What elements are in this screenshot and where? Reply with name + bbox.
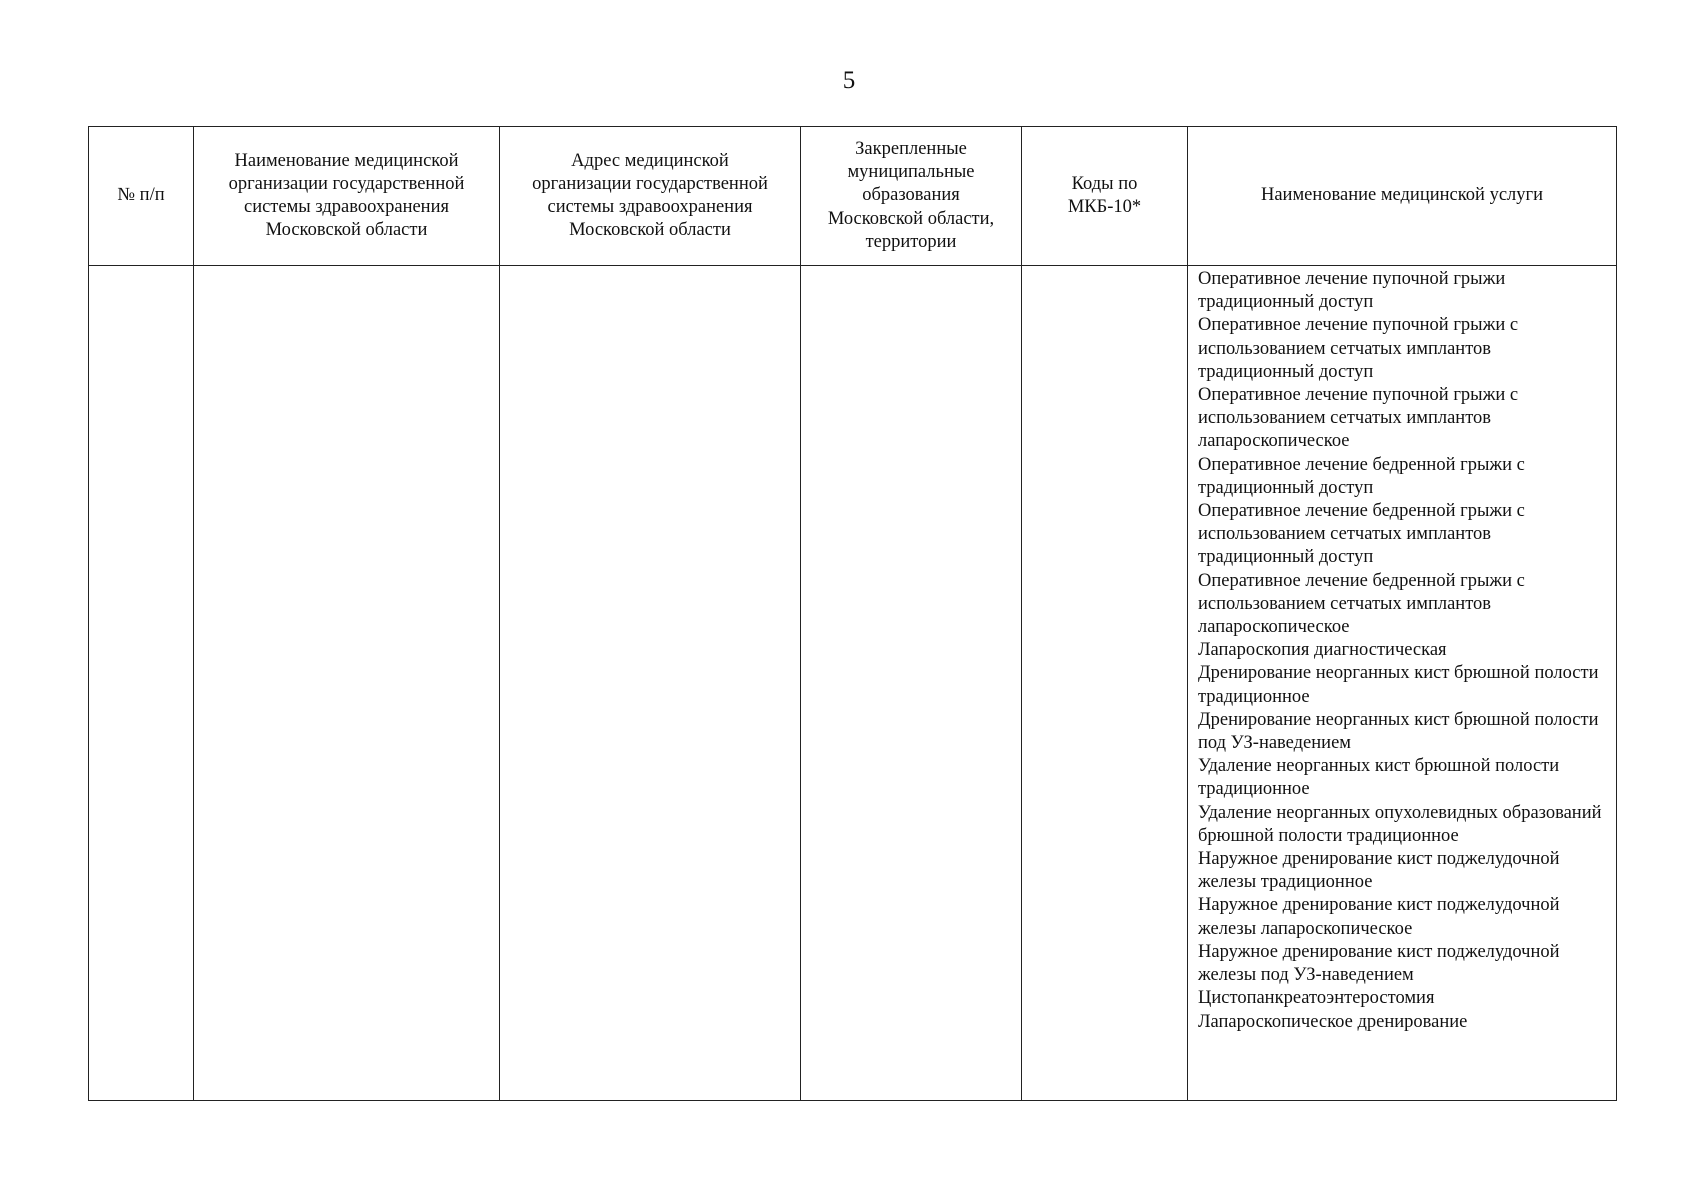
- header-number: [89, 127, 194, 266]
- header-icd-codes-label: Коды по МКБ-10*: [1067, 173, 1142, 217]
- list-item: Удаление неорганных опухолевидных образований брюшной полости традиционное: [1198, 802, 1602, 846]
- list-item: Наружное дренирование кист поджелудочной железы под УЗ-наведением: [1198, 941, 1560, 986]
- header-number-label: № п/п: [117, 185, 165, 206]
- services-table: [88, 126, 1617, 1101]
- header-service-name: [1188, 127, 1617, 266]
- list-item: Дренирование неорганных кист брюшной полости традиционное: [1198, 663, 1599, 707]
- cell-services: [1188, 266, 1617, 1101]
- header-service-name-label: Наименование медицинской услуги: [1260, 185, 1544, 206]
- page-number: 5: [842, 67, 856, 94]
- list-item: Лапароскопическое дренирование: [1198, 1011, 1468, 1032]
- cell-municipalities: [801, 266, 1022, 1101]
- header-municipalities-label: Закрепленные муниципальные образования Московской области, территории: [827, 138, 995, 252]
- list-item: Наружное дренирование кист поджелудочной железы традиционное: [1198, 849, 1560, 893]
- list-item: Оперативное лечение пупочной грыжи с использованием сетчатых имплантов традиционный доступ: [1198, 315, 1519, 382]
- cell-address: [500, 266, 801, 1101]
- header-municipalities: [801, 127, 1022, 266]
- header-organization: [194, 127, 500, 266]
- list-item: Оперативное лечение пупочной грыжи с использованием сетчатых имплантов лапароскопическое: [1198, 385, 1519, 452]
- table-header-row: [89, 127, 1617, 266]
- list-item: Удаление неорганных кист брюшной полости традиционное: [1198, 756, 1560, 800]
- cell-organization: [194, 266, 500, 1101]
- cell-number: [89, 266, 194, 1101]
- list-item: Лапароскопия диагностическая: [1198, 640, 1447, 661]
- header-address-label: Адрес медицинской организации государственной системы здравоохранения Московской области: [532, 150, 768, 241]
- list-item: Оперативное лечение бедренной грыжи с использованием сетчатых имплантов традиционный доступ: [1198, 501, 1525, 568]
- list-item: Оперативное лечение бедренной грыжи с использованием сетчатых имплантов лапароскопическое: [1198, 570, 1525, 638]
- cell-icd-codes: [1022, 266, 1188, 1101]
- header-address: [500, 127, 801, 266]
- list-item: Наружное дренирование кист поджелудочной железы лапароскопическое: [1198, 895, 1560, 939]
- list-item: Цистопанкреатоэнтеростомия: [1198, 988, 1435, 1009]
- list-item: Оперативное лечение бедренной грыжи с традиционный доступ: [1198, 454, 1525, 498]
- table-row: [89, 266, 1617, 1101]
- list-item: Дренирование неорганных кист брюшной полости под УЗ-наведением: [1198, 709, 1599, 754]
- header-icd-codes: [1022, 127, 1188, 266]
- header-organization-label: Наименование медицинской организации государственной системы здравоохранения Московской области: [228, 150, 465, 241]
- list-item: Оперативное лечение пупочной грыжи традиционный доступ: [1198, 269, 1506, 313]
